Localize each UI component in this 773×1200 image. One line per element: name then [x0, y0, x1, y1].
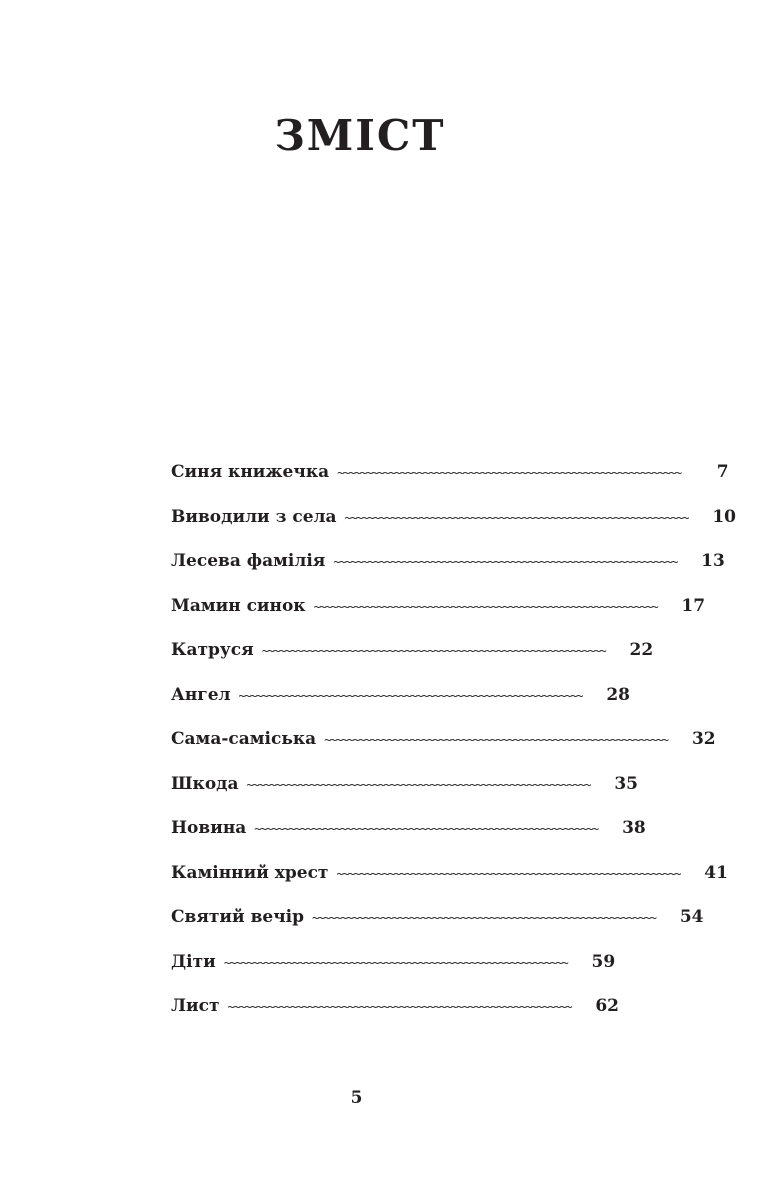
toc-entry-page: 10 [712, 506, 737, 527]
toc-entry-page: 13 [701, 551, 725, 571]
toc-entry[interactable] [171, 907, 704, 952]
toc-entry-page: 17 [681, 595, 706, 616]
toc-entry-page: 41 [704, 862, 728, 883]
toc-entry-title: Сама-саміська [171, 729, 317, 749]
toc-entry-title: Новина [171, 818, 247, 838]
toc-leader-dots: ~~~~~~~~~~~~~~~~~~~~~~~~~~~~~~~~~~~~~~~~~~~~~~~~~~~~~~~~~~~~ [246, 777, 591, 792]
toc-leader-dots: ~~~~~~~~~~~~~~~~~~~~~~~~~~~~~~~~~~~~~~~~~~~~~~~~~~~~~~~~~~~~ [324, 733, 668, 747]
toc-entry[interactable] [171, 818, 646, 863]
toc-leader-dots: ~~~~~~~~~~~~~~~~~~~~~~~~~~~~~~~~~~~~~~~~~~~~~~~~~~~~~~~~~~~~ [333, 555, 677, 569]
toc-entry-page: 22 [629, 640, 654, 660]
toc-entry-title: Святий вечір [171, 907, 304, 927]
toc-leader-dots: ~~~~~~~~~~~~~~~~~~~~~~~~~~~~~~~~~~~~~~~~~~~~~~~~~~~~~~~~~~~~ [337, 466, 681, 480]
toc-entry-title: Шкода [171, 773, 239, 794]
table-of-contents [171, 462, 737, 1041]
toc-entry[interactable] [171, 551, 725, 596]
toc-entry-page: 28 [606, 684, 630, 705]
toc-entry[interactable] [171, 996, 620, 1041]
toc-entry-title: Виводили з села [171, 506, 337, 527]
toc-entry-title: Катруся [171, 640, 254, 660]
toc-entry-title: Лист [171, 996, 220, 1016]
toc-entry-page: 54 [679, 907, 704, 927]
toc-leader-dots: ~~~~~~~~~~~~~~~~~~~~~~~~~~~~~~~~~~~~~~~~~~~~~~~~~~~~~~~~~~~~ [344, 510, 689, 525]
toc-entry[interactable] [171, 506, 737, 552]
toc-entry[interactable] [171, 595, 706, 641]
toc-leader-dots: ~~~~~~~~~~~~~~~~~~~~~~~~~~~~~~~~~~~~~~~~~~~~~~~~~~~~~~~~~~~~ [336, 866, 680, 881]
toc-entry[interactable] [171, 951, 616, 997]
toc-leader-dots: ~~~~~~~~~~~~~~~~~~~~~~~~~~~~~~~~~~~~~~~~~~~~~~~~~~~~~~~~~~~~ [312, 911, 656, 925]
toc-entry-title: Лесева фамілія [171, 551, 326, 571]
toc-entry-page: 35 [614, 773, 639, 794]
page-title: ЗМІСТ [274, 111, 446, 160]
toc-entry-title: Ангел [171, 684, 231, 705]
toc-leader-dots: ~~~~~~~~~~~~~~~~~~~~~~~~~~~~~~~~~~~~~~~~~~~~~~~~~~~~~~~~~~~~ [313, 599, 658, 614]
toc-entry-page: 59 [591, 951, 616, 972]
toc-leader-dots: ~~~~~~~~~~~~~~~~~~~~~~~~~~~~~~~~~~~~~~~~~~~~~~~~~~~~~~~~~~~~ [254, 822, 598, 836]
toc-entry-page: 7 [716, 462, 729, 482]
toc-leader-dots: ~~~~~~~~~~~~~~~~~~~~~~~~~~~~~~~~~~~~~~~~~~~~~~~~~~~~~~~~~~~~ [223, 955, 568, 970]
toc-entry[interactable] [171, 684, 630, 730]
toc-entry-page: 62 [595, 996, 620, 1016]
toc-entry-page: 32 [691, 729, 716, 749]
toc-leader-dots: ~~~~~~~~~~~~~~~~~~~~~~~~~~~~~~~~~~~~~~~~~~~~~~~~~~~~~~~~~~~~ [227, 1000, 572, 1014]
toc-entry[interactable] [171, 773, 639, 819]
toc-entry[interactable] [171, 862, 728, 908]
toc-entry[interactable] [171, 640, 654, 685]
toc-leader-dots: ~~~~~~~~~~~~~~~~~~~~~~~~~~~~~~~~~~~~~~~~~~~~~~~~~~~~~~~~~~~~ [261, 644, 606, 658]
toc-entry-title: Діти [171, 951, 216, 972]
toc-entry[interactable] [171, 462, 729, 507]
toc-entry-page: 38 [622, 818, 646, 838]
toc-entry-title: Камінний хрест [171, 862, 329, 883]
page-number: 5 [350, 1088, 363, 1108]
toc-entry-title: Синя книжечка [171, 462, 330, 482]
toc-leader-dots: ~~~~~~~~~~~~~~~~~~~~~~~~~~~~~~~~~~~~~~~~~~~~~~~~~~~~~~~~~~~~ [238, 688, 582, 703]
toc-entry[interactable] [171, 729, 716, 774]
toc-entry-title: Мамин синок [171, 595, 306, 616]
